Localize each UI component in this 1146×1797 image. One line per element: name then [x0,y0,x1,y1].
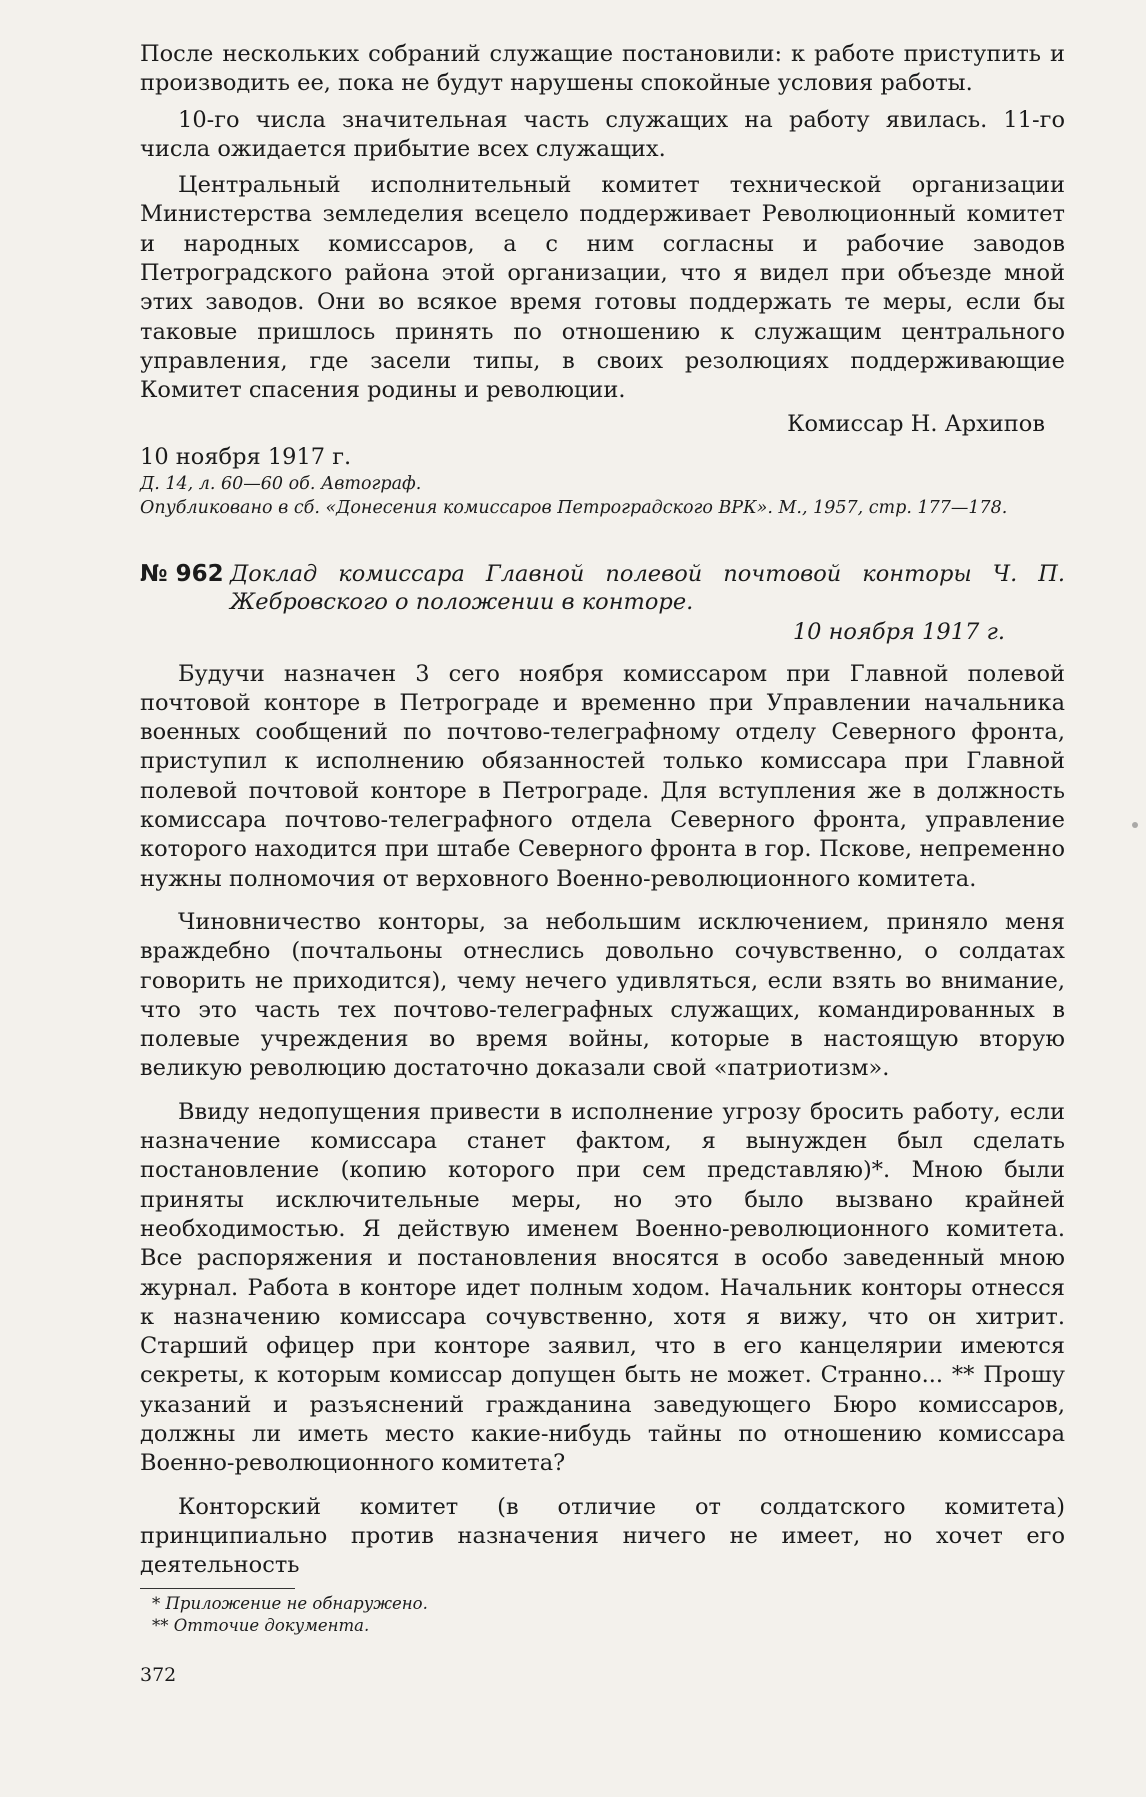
main-paragraph-2: Чиновничество конторы, за небольшим исключением, приняло меня враждебно (почтальоны отнеслись довольно сочувственно, о солдатах говорить не приходится), чему нечего удивляться, если взять во внимание, что это часть тех почтово-телеграфных служащих, командированных в полевые учреждения во время войны, которые в настоящую вторую великую революцию достаточно доказали свой «патриотизм». [140,908,1065,1082]
document-page [140,40,1065,1760]
document-date: 10 ноября 1917 г. [140,443,352,470]
main-paragraph-3: Ввиду недопущения привести в исполнение угрозу бросить работу, если назначение комиссара станет фактом, я вынужден был сделать постановление (копию которого при сем представляю)*. Мною были приняты исключительные меры, но это было вызвано крайней необходимостью. Я действую именем Военно-революционного комитета. Все распоряжения и постановления вносятся в особо заведенный мною журнал. Работа в конторе идет полным ходом. Начальник конторы отнесся к назначению комиссара сочувственно, хотя я вижу, что он хитрит. Старший офицер при конторе заявил, что в его канцелярии имеются секреты, к которым комиссар допущен быть не может. Странно... ** Прошу указаний и разъяснений гражданина заведующего Бюро комиссаров, должны ли иметь место какие-нибудь тайны по отношению комиссара Военно-революционного комитета? [140,1098,1065,1477]
footnote-2: ** Отточие документа. [152,1616,370,1636]
signature: Комиссар Н. Архипов [787,410,1045,437]
footnote-1: * Приложение не обнаружено. [152,1594,428,1614]
document-title-date: 10 ноября 1917 г. [792,618,1005,645]
footnote-divider [140,1588,295,1589]
document-number: № 962 [140,560,224,587]
page-number: 372 [140,1664,177,1687]
paragraph-2: 10-го числа значительная часть служащих на работу явилась. 11-го числа ожидается прибытие всех служащих. [140,106,1065,162]
publication-reference: Опубликовано в сб. «Донесения комиссаров Петроградского ВРК». М., 1957, стр. 177—178. [140,497,1008,518]
paper-speck [1132,822,1138,828]
main-paragraph-1: Будучи назначен 3 сего ноября комиссаром при Главной полевой почтовой конторе в Петрограде и временно при Управлении начальника военных сообщений по почтово-телеграфному отделу Северного фронта, приступил к исполнению обязанностей только комиссара при Главной полевой почтовой конторе в Петрограде. Для вступления же в должность комиссара почтово-телеграфного отдела Северного фронта, управление которого находится при штабе Северного фронта в гор. Пскове, непременно нужны полномочия от верховного Военно-революционного комитета. [140,660,1065,892]
paragraph-1: После нескольких собраний служащие постановили: к работе приступить и производить ее, пока не будут нарушены спокойные условия работы. [140,41,1065,97]
archive-reference: Д. 14, л. 60—60 об. Автограф. [140,473,422,494]
paragraph-3: Центральный исполнительный комитет технической организации Министерства земледелия всецело поддерживает Революционный комитет и народных комиссаров, а с ним согласны и рабочие заводов Петроградского района этой организации, что я видел при объезде мной этих заводов. Они во всякое время готовы поддержать те меры, если бы таковые пришлось принять по отношению к служащим центрального управления, где засели типы, в своих резолюциях поддерживающие Комитет спасения родины и революции. [140,172,1065,404]
main-paragraph-4: Конторский комитет (в отличие от солдатского комитета) принципиально против назначения ничего не имеет, но хочет его деятельность [140,1493,1065,1579]
document-title: Доклад комиссара Главной полевой почтовой конторы Ч. П. Жебровского о положении в конторе. [230,560,1065,615]
document-header [140,560,1065,616]
